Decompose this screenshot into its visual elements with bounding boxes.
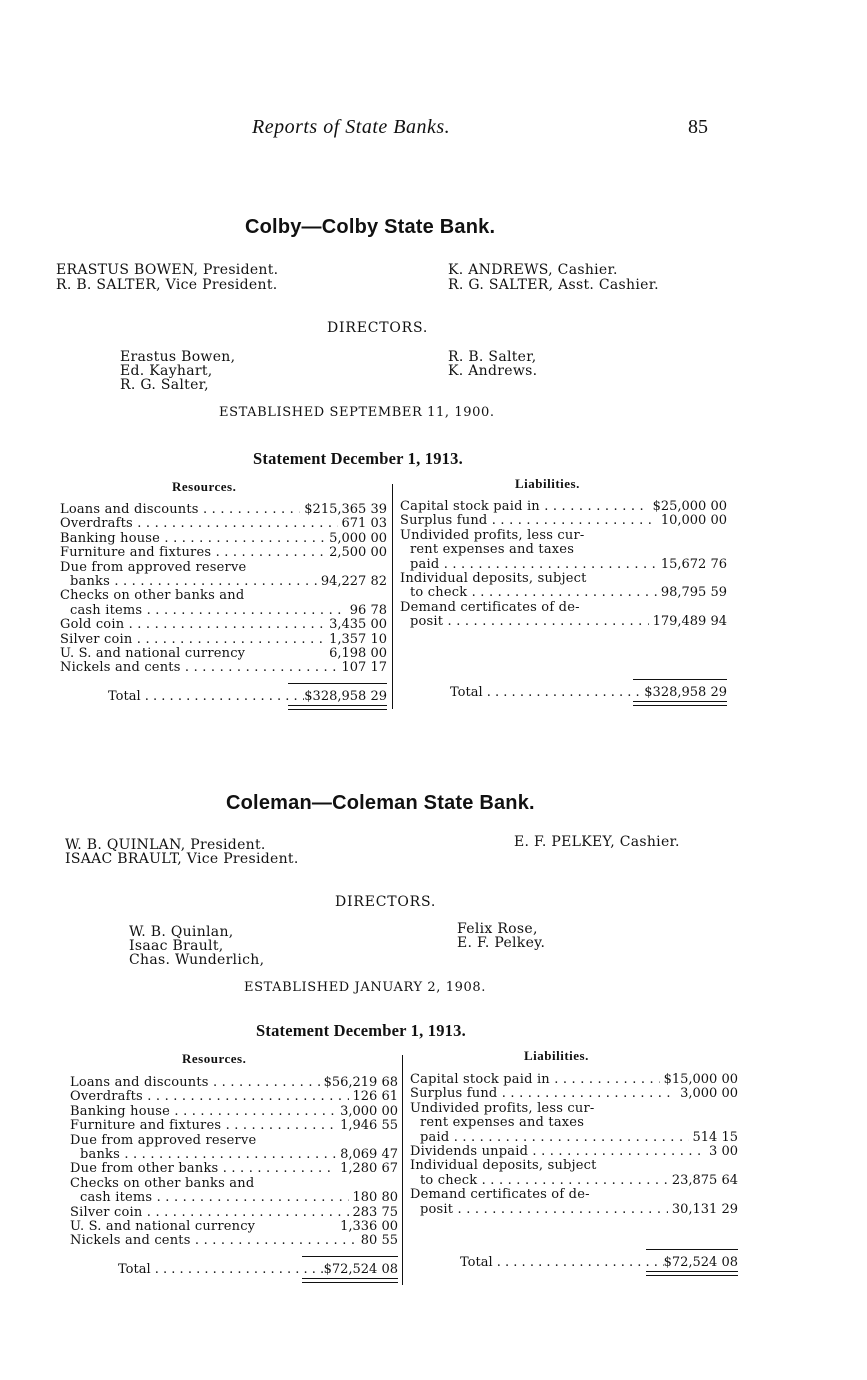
row-amount: $25,000 00 <box>652 499 727 514</box>
row-label: rent expenses and taxes <box>410 543 575 558</box>
liabilities-table <box>410 1073 738 1217</box>
row-label: Banking house . . . <box>70 1105 336 1119</box>
row-amount: 1,357 10 <box>329 631 387 647</box>
table-row <box>410 1087 738 1101</box>
row-amount: 30,131 29 <box>671 1201 738 1217</box>
row-amount: 6,198 00 <box>329 645 387 661</box>
row-amount: 15,672 76 <box>660 556 727 572</box>
statement-heading: Statement December 1, 1913. <box>253 449 463 468</box>
resources-total-row <box>108 689 387 704</box>
table-row <box>60 546 387 560</box>
row-label: Gold coin . . . <box>60 618 325 632</box>
row-amount <box>723 543 727 557</box>
row-label: Surplus fund . . . <box>410 1087 676 1101</box>
director: K. Andrews. <box>448 363 538 379</box>
row-amount: 514 15 <box>692 1129 738 1145</box>
table-row <box>60 589 387 603</box>
director: Ed. Kayhart, <box>120 363 213 379</box>
established-date: ESTABLISHED JANUARY 2, 1908. <box>244 980 486 995</box>
director: E. F. Pelkey. <box>457 935 546 951</box>
total-rule <box>302 1256 398 1257</box>
director: Erastus Bowen, <box>120 349 236 365</box>
resources-table <box>60 503 387 676</box>
row-label: Undivided profits, less cur- <box>400 528 585 543</box>
row-label: Silver coin . . . <box>60 633 325 647</box>
row-label: Loans and discounts . . . <box>70 1076 320 1090</box>
row-label: Nickels and cents . . . <box>70 1234 357 1248</box>
row-amount <box>723 529 727 543</box>
director: R. B. Salter, <box>448 349 537 365</box>
liabilities-total-row <box>450 685 727 700</box>
row-amount: $56,219 68 <box>323 1075 398 1090</box>
officer-right: K. ANDREWS, Cashier. <box>448 262 618 278</box>
table-row <box>70 1191 398 1205</box>
table-row <box>410 1203 738 1217</box>
row-label: posit . . . <box>400 615 649 629</box>
double-rule <box>302 1278 398 1283</box>
row-label: Demand certificates of de- <box>410 1188 590 1203</box>
row-amount: 179,489 94 <box>652 614 727 630</box>
row-label: Individual deposits, subject <box>400 571 587 586</box>
row-amount: 3,000 00 <box>680 1086 738 1102</box>
row-label: Individual deposits, subject <box>410 1159 597 1174</box>
table-row <box>400 601 727 615</box>
resources-table <box>70 1076 398 1249</box>
row-amount <box>723 572 727 586</box>
table-row <box>70 1090 398 1104</box>
resources-total-row <box>118 1262 398 1277</box>
table-row <box>70 1119 398 1133</box>
row-label: paid . . . <box>400 558 657 572</box>
table-row <box>410 1188 738 1202</box>
row-amount: 180 80 <box>352 1190 398 1206</box>
row-amount: 1,336 00 <box>340 1218 398 1234</box>
row-label: posit . . . <box>410 1203 668 1217</box>
row-label: Nickels and cents . . . <box>60 661 338 675</box>
row-amount <box>723 601 727 615</box>
row-amount: 3,435 00 <box>329 617 387 633</box>
bank-title: Colby—Colby State Bank. <box>245 216 496 238</box>
table-row <box>60 661 387 675</box>
table-row <box>60 532 387 546</box>
total-label: Total . . . <box>460 1255 664 1270</box>
row-amount: 10,000 00 <box>660 513 727 529</box>
table-row <box>410 1159 738 1173</box>
row-label: Due from approved reserve <box>70 1133 257 1148</box>
table-row <box>70 1076 398 1090</box>
table-row <box>70 1105 398 1119</box>
table-row <box>400 558 727 572</box>
row-amount: 23,875 64 <box>671 1172 738 1188</box>
table-row <box>60 618 387 632</box>
resources-heading: Resources. <box>182 1051 247 1066</box>
total-rule <box>288 683 387 684</box>
row-amount <box>394 1177 398 1191</box>
row-label: Furniture and fixtures . . . <box>60 546 325 560</box>
row-amount: 107 17 <box>341 660 387 676</box>
liabilities-heading: Liabilities. <box>515 476 580 491</box>
row-label: Capital stock paid in . . . <box>400 500 649 514</box>
table-row <box>400 543 727 557</box>
total-label: Total . . . <box>108 689 304 704</box>
table-row <box>410 1116 738 1130</box>
row-label: Silver coin . . . <box>70 1206 349 1220</box>
column-divider <box>392 484 393 709</box>
row-label: Due from other banks . . . <box>70 1162 336 1176</box>
row-label: Loans and discounts . . . <box>60 503 300 517</box>
officer-left: R. B. SALTER, Vice President. <box>56 277 278 293</box>
directors-heading: DIRECTORS. <box>327 320 429 336</box>
row-amount <box>394 1134 398 1148</box>
director: Chas. Wunderlich, <box>129 952 265 968</box>
row-amount: 96 78 <box>349 602 387 618</box>
table-row <box>60 575 387 589</box>
table-row <box>400 514 727 528</box>
table-row <box>400 572 727 586</box>
row-label: Surplus fund . . . <box>400 514 657 528</box>
director: W. B. Quinlan, <box>129 924 234 940</box>
table-row <box>400 586 727 600</box>
officer-left: ISAAC BRAULT, Vice President. <box>65 851 299 867</box>
row-label: Capital stock paid in . . . <box>410 1073 660 1087</box>
row-label: Due from approved reserve <box>60 560 247 575</box>
row-label: Dividends unpaid . . . <box>410 1145 705 1159</box>
director: R. G. Salter, <box>120 377 209 393</box>
table-row <box>400 615 727 629</box>
table-row <box>400 529 727 543</box>
resources-heading: Resources. <box>172 479 237 494</box>
table-row <box>410 1073 738 1087</box>
table-row <box>410 1131 738 1145</box>
row-label: Banking house . . . <box>60 532 325 546</box>
table-row <box>60 517 387 531</box>
directors-heading: DIRECTORS. <box>335 894 437 910</box>
bank-title: Coleman—Coleman State Bank. <box>226 792 535 814</box>
row-amount <box>734 1188 738 1202</box>
double-rule <box>288 705 387 710</box>
row-amount: 8,069 47 <box>340 1146 398 1162</box>
row-label: U. S. and national currency <box>60 646 246 661</box>
row-amount: 98,795 59 <box>660 585 727 601</box>
officer-right: E. F. PELKEY, Cashier. <box>514 834 680 850</box>
table-row <box>70 1148 398 1162</box>
row-label: to check . . . <box>410 1174 668 1188</box>
officer-left: ERASTUS BOWEN, President. <box>56 262 279 278</box>
officer-right: R. G. SALTER, Asst. Cashier. <box>448 277 659 293</box>
resources-total: $72,524 08 <box>323 1262 398 1277</box>
row-label: cash items . . . <box>70 1191 349 1205</box>
liabilities-total: $72,524 08 <box>663 1255 738 1270</box>
total-rule <box>646 1249 738 1250</box>
table-row <box>60 503 387 517</box>
row-amount: 1,946 55 <box>340 1118 398 1134</box>
running-title: Reports of State Banks. <box>252 116 451 138</box>
director: Felix Rose, <box>457 921 538 937</box>
row-amount: 2,500 00 <box>329 545 387 561</box>
table-row <box>400 500 727 514</box>
row-amount: 94,227 82 <box>320 573 387 589</box>
row-amount <box>383 589 387 603</box>
row-label: U. S. and national currency <box>70 1219 256 1234</box>
total-rule <box>633 679 727 680</box>
row-amount: 3 00 <box>709 1143 738 1159</box>
total-label: Total . . . <box>118 1262 324 1277</box>
row-amount: 1,280 67 <box>340 1161 398 1177</box>
row-label: Checks on other banks and <box>60 589 245 604</box>
total-label: Total . . . <box>450 685 644 700</box>
table-row <box>60 633 387 647</box>
table-row <box>410 1174 738 1188</box>
row-label: cash items . . . <box>60 604 346 618</box>
row-label: banks . . . <box>60 575 317 589</box>
row-amount <box>734 1159 738 1173</box>
row-label: Demand certificates of de- <box>400 600 580 615</box>
statement-heading: Statement December 1, 1913. <box>256 1021 466 1040</box>
row-amount: 283 75 <box>352 1204 398 1220</box>
row-label: banks . . . <box>70 1148 336 1162</box>
table-row <box>60 604 387 618</box>
double-rule <box>646 1271 738 1276</box>
director: Isaac Brault, <box>129 938 224 954</box>
table-row <box>70 1220 398 1234</box>
row-label: Overdrafts . . . <box>70 1090 349 1104</box>
table-row <box>70 1177 398 1191</box>
row-amount: $215,365 39 <box>304 502 387 517</box>
officer-left: W. B. QUINLAN, President. <box>65 837 266 853</box>
table-row <box>60 647 387 661</box>
double-rule <box>633 701 727 706</box>
row-label: rent expenses and taxes <box>420 1116 585 1131</box>
table-row <box>70 1206 398 1220</box>
liabilities-table <box>400 500 727 630</box>
established-date: ESTABLISHED SEPTEMBER 11, 1900. <box>219 405 495 420</box>
row-amount <box>383 561 387 575</box>
table-row <box>410 1145 738 1159</box>
row-label: to check . . . <box>400 586 657 600</box>
table-row <box>60 561 387 575</box>
table-row <box>70 1134 398 1148</box>
row-label: Overdrafts . . . <box>60 517 338 531</box>
liabilities-total: $328,958 29 <box>644 685 727 700</box>
liabilities-heading: Liabilities. <box>524 1048 589 1063</box>
row-amount <box>734 1102 738 1116</box>
row-label: Undivided profits, less cur- <box>410 1101 595 1116</box>
row-label: paid . . . <box>410 1131 689 1145</box>
column-divider <box>402 1055 403 1285</box>
table-row <box>70 1234 398 1248</box>
row-amount <box>734 1116 738 1130</box>
row-label: Furniture and fixtures . . . <box>70 1119 336 1133</box>
row-amount: 671 03 <box>341 516 387 532</box>
row-amount: $15,000 00 <box>663 1072 738 1087</box>
row-label: Checks on other banks and <box>70 1176 255 1191</box>
liabilities-total-row <box>460 1255 738 1270</box>
row-amount: 5,000 00 <box>329 530 387 546</box>
resources-total: $328,958 29 <box>304 689 387 704</box>
row-amount: 3,000 00 <box>340 1103 398 1119</box>
row-amount: 126 61 <box>352 1089 398 1105</box>
table-row <box>70 1162 398 1176</box>
table-row <box>410 1102 738 1116</box>
page-number: 85 <box>688 116 708 138</box>
row-amount: 80 55 <box>360 1233 398 1249</box>
